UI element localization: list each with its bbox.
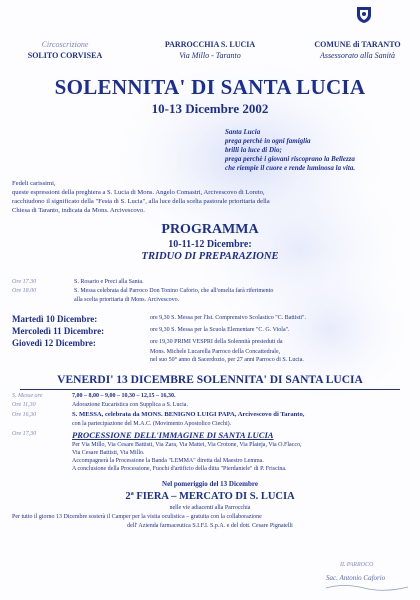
schedule-text: S. MESSA, celebrata da MONS. BENIGNO LUIGI PAPA, Arcivescovo di Taranto, bbox=[72, 411, 305, 418]
giovedi-line2: Mons. Michele Lucarella Parroco della Concattedrale, bbox=[150, 349, 281, 355]
list-item bbox=[12, 430, 412, 440]
header-left-line1: Circoscrizione bbox=[41, 40, 89, 49]
title-dates: 10-13 Dicembre 2002 bbox=[151, 101, 269, 116]
schedule-text: S. Rosario e Preci alla Santa. bbox=[74, 279, 144, 285]
day-label: Martedì 10 Dicembre: bbox=[12, 314, 98, 324]
fiera-sub: nelle vie adiacenti alla Parrocchia bbox=[169, 505, 251, 511]
programma-subheading: 10-11-12 Dicembre: bbox=[168, 239, 252, 250]
list-item bbox=[12, 411, 412, 420]
divider bbox=[20, 389, 400, 390]
schedule-text: Adorazione Eucaristica con Supplica a S. Lucia. bbox=[72, 402, 188, 408]
list-item bbox=[12, 297, 412, 305]
schedule-text: A conclusione della Processione, Fuochi d'artificio della ditta "Pierdaniele" di P. Friscina. bbox=[72, 466, 287, 472]
schedule-text: Via Cesare Battisti, Via Millo. bbox=[72, 450, 145, 456]
intro-line3: racchiudono il significato della "Festa di S. Lucia", alla luce della scelta pastorale prioritaria della bbox=[12, 198, 270, 205]
intro-line4: Chiesa di Taranto, indicata da Mons. Arcivescovo. bbox=[12, 207, 145, 214]
fiera-pre: Nel pomeriggio del 13 Dicembre bbox=[162, 480, 258, 488]
schedule-time: Ore 11,30 bbox=[12, 402, 36, 408]
header-center-line2: Via Millo - Taranto bbox=[179, 51, 241, 60]
fiera-line2: dell' Azienda farmaceutica S.I.F.I. S.p.A. e del dott. Cesare Pignatelli bbox=[127, 523, 293, 529]
programma-heading: PROGRAMMA bbox=[161, 222, 259, 237]
header-center-line1: PARROCCHIA S. LUCIA bbox=[164, 40, 256, 49]
list-item bbox=[12, 288, 412, 296]
schedule-time: Ore 16,30 bbox=[12, 412, 37, 418]
schedule-time: Ore 17.30 bbox=[12, 279, 37, 285]
header-right-line2: Assessorato alla Sanità bbox=[319, 51, 396, 60]
list-item bbox=[12, 402, 412, 410]
prayer-line2: prega perchè in ogni famiglia bbox=[225, 137, 311, 145]
list-item bbox=[12, 450, 412, 458]
day-text: ore 9,30 S. Messa per l'Ist. Comprensivo Scolastico "C. Battisti". bbox=[150, 315, 306, 321]
giovedi-line3: nel suo 50° anno di Sacerdozio, per 27 anni Parroco di S. Lucia. bbox=[150, 357, 304, 363]
city-crest-icon bbox=[356, 6, 372, 24]
list-item bbox=[12, 421, 412, 429]
day-text: ore 9,30 S. Messa per la Scuola Elementare "C. G. Viola". bbox=[150, 327, 290, 333]
triduo-heading: TRIDUO DI PREPARAZIONE bbox=[141, 251, 279, 262]
list-item bbox=[12, 466, 412, 474]
fiera-title: 2ª FIERA – MERCATO DI S. LUCIA bbox=[125, 491, 295, 502]
day-label: Giovedì 12 Dicembre: bbox=[12, 338, 96, 348]
schedule-time: S. Messe ore bbox=[12, 393, 43, 399]
fiera-line1: Per tutto il giorno 13 Dicembre sosterà il Camper per la visita oculistica – gratuita con la collaborazione bbox=[12, 514, 262, 520]
schedule-text: Accompagnerà la Processione la Banda "LEMMA" diretta dal Maestro Lemma. bbox=[72, 458, 264, 464]
schedule-text: S. Messa celebrata dal Parroco Don Tonino Caforio, che all'omelia farà riferimento bbox=[74, 288, 274, 294]
signature-name: Sac. Antonio Caforio bbox=[326, 574, 386, 582]
signature-role: IL PARROCO bbox=[340, 562, 374, 568]
prayer-line5: che riempie il cuore e rende luminosa la vita. bbox=[225, 164, 356, 172]
signature-flourish bbox=[324, 583, 410, 591]
schedule-text: 7,00 – 8,00 – 9,00 – 10,30 – 12,15 – 16,30. bbox=[72, 393, 176, 399]
prayer-line1: Santa Lucia bbox=[225, 128, 261, 136]
day-row-giovedi bbox=[12, 338, 412, 348]
schedule-text: PROCESSIONE DELL'IMMAGINE DI SANTA LUCIA bbox=[72, 430, 274, 440]
prayer-line3: brilli la luce di Dio; bbox=[225, 146, 282, 154]
header-right-line1: COMUNE di TARANTO bbox=[314, 40, 401, 49]
intro-greeting: Fedeli carissimi, bbox=[12, 180, 56, 187]
list-item bbox=[12, 442, 412, 450]
intro-line2: queste espressioni della preghiera a S. Lucia di Mons. Angelo Comastri, Arcivescovo di Loreto, bbox=[12, 189, 265, 196]
day-row-mercoledi bbox=[12, 326, 412, 336]
list-item bbox=[12, 393, 412, 401]
header-left-line2: SOLITO CORVISEA bbox=[27, 51, 103, 60]
page-title: SOLENNITA' DI SANTA LUCIA bbox=[54, 75, 366, 99]
day-row-martedi bbox=[12, 314, 412, 324]
day-text: ore 19,30 PRIMI VESPRI della Solennità presieduti da bbox=[150, 339, 283, 345]
schedule-time: Ore 18.00 bbox=[12, 288, 37, 294]
schedule-text: alla scelta prioritaria di Mons. Arcivescovo. bbox=[74, 297, 180, 303]
prayer-line4: prega perchè i giovani riscoprano la Bellezza bbox=[225, 155, 355, 163]
list-item bbox=[12, 458, 412, 466]
schedule-text: Per Via Millo, Via Cesare Battisti, Via Zara, Via Mattei, Via Crotone, Via Plateja, Via O.Flacco, bbox=[72, 442, 302, 448]
schedule-time: Ore 17,30 bbox=[12, 431, 37, 437]
schedule-text: con la partecipazione del M.A.C. (Movimento Apostolico Ciechi). bbox=[72, 421, 232, 427]
list-item bbox=[12, 279, 412, 287]
venerdi-heading: VENERDI' 13 DICEMBRE SOLENNITA' DI SANTA LUCIA bbox=[57, 374, 363, 386]
day-label: Mercoledì 11 Dicembre: bbox=[12, 326, 105, 336]
